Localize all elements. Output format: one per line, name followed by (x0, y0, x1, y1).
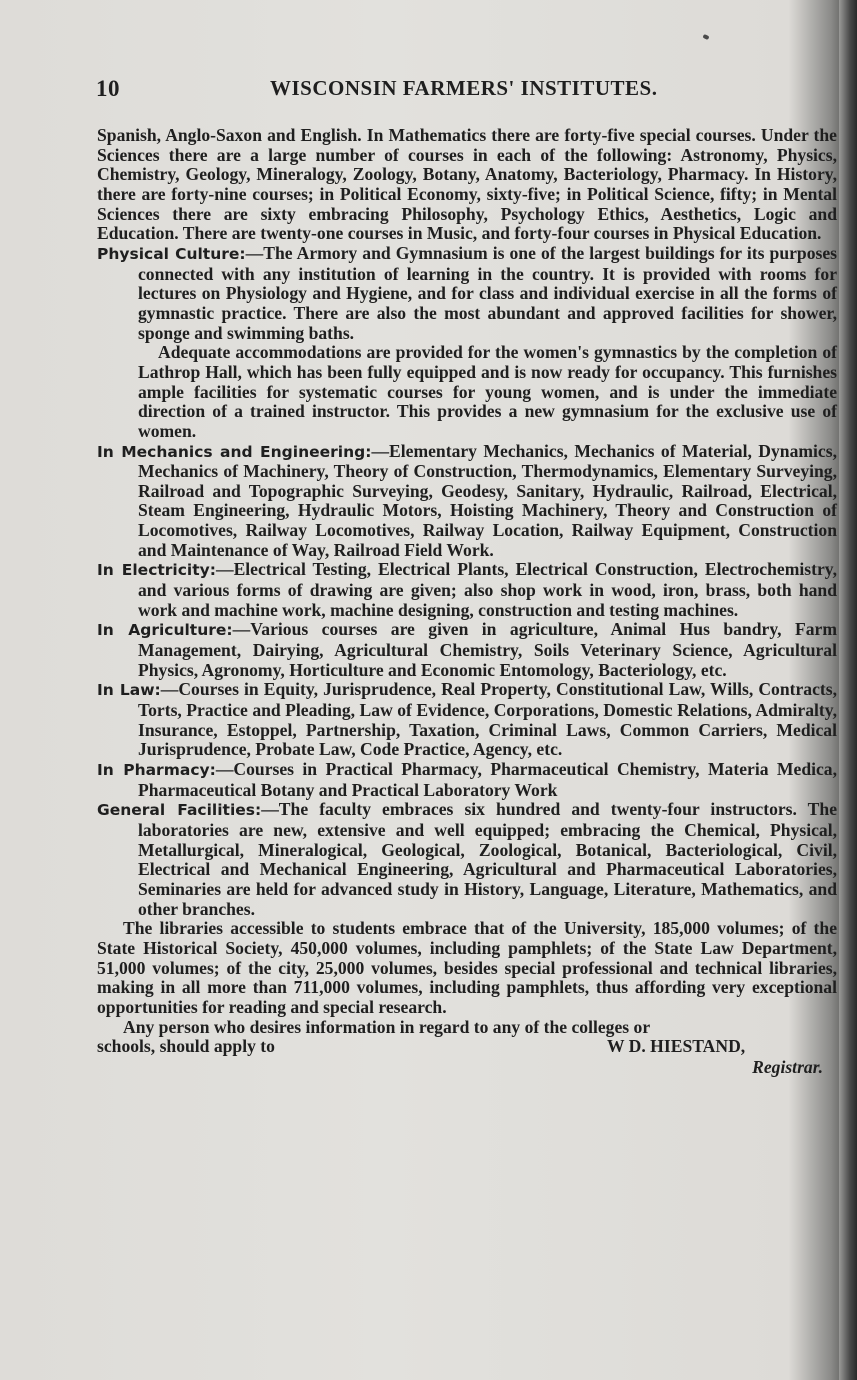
page-body (97, 126, 837, 1083)
section-lead-law: In Law: (97, 681, 161, 700)
page-edge-shadow (839, 0, 857, 1380)
signature-name: W D. HIESTAND, (607, 1036, 746, 1057)
paragraph-pharmacy (97, 760, 837, 800)
paragraph-text: —Electrical Testing, Electrical Plants, Electrical Construction, Electrochemistry, and various forms of drawing are given; also shop work in wood, iron, brass, both hand work and machine work, machine designing, construction and testing machines. (138, 559, 837, 620)
paragraph-law (97, 680, 837, 760)
section-lead-electricity: In Electricity: (97, 561, 216, 580)
paragraph-information (97, 1018, 837, 1038)
paragraph-agriculture (97, 620, 837, 680)
paragraph-text: —The faculty embraces six hundred and twenty-four instructors. The laboratories are new, extensive and well equipped; embracing the Chemical, Physical, Metallurgical, Mineralogical, Geological, Zoological, Botanical, Bacteriological, Civil, Electrical and Mechanical Engineering, Agricultural and Pharmaceutical Laboratories, Seminaries are held for advanced study in History, Language, Literature, Mathematics, and other branches. (138, 799, 838, 919)
paragraph-general-facilities (97, 800, 837, 919)
paragraph-physical-culture (97, 244, 837, 343)
closing-text: schools, should apply to (97, 1036, 275, 1057)
page-number: 10 (96, 76, 120, 101)
running-title: WISCONSIN FARMERS' INSTITUTES. (270, 76, 658, 100)
paragraph-mechanics-engineering (97, 442, 837, 561)
paragraph-courses-continued (97, 126, 837, 244)
paragraph-text: —Courses in Practical Pharmacy, Pharmaceutical Chemistry, Materia Medica, Pharmaceutical Botany and Practical Laboratory Work (138, 759, 838, 800)
closing-block (97, 1037, 837, 1083)
paragraph-libraries (97, 919, 837, 1017)
section-lead-general-facilities: General Facilities: (97, 801, 262, 820)
paragraph-text: —Various courses are given in agriculture, Animal Hus bandry, Farm Management, Dairying, Agricultural Chemistry, Soils Veterinary Science, Agricultural Physics, Agronomy, Horticulture and Economic Entomology, Bacteriology, etc. (138, 619, 837, 680)
paragraph-text: Spanish, Anglo-Saxon and English. In Mathematics there are forty-five special courses. Under the Sciences there are a large number of courses in each of the following: Astronomy, Physics, Chemistry, Geology, Mineralogy, Zoology, Botany, Anatomy, Bacteriology, Pharmacy. In History, there are forty-nine courses; in Political Economy, sixty-five; in Political Science, fifty; in Mental Sciences there are sixty embracing Philosophy, Psychology Ethics, Aesthetics, Logic and Education. There are twenty-one courses in Music, and forty-four courses in Physical Education. (97, 125, 837, 244)
section-lead-physical-culture: Physical Culture: (97, 244, 246, 263)
section-lead-pharmacy: In Pharmacy: (97, 761, 216, 779)
paragraph-text: Adequate accommodations are provided for the women's gymnastics by the completion of Lathrop Hall, which has been fully equipped and is now ready for occupancy. This furnishes ample facilities for systematic courses for young women, and is under the immediate direction of a trained instructor. This provides a new gymnasium for the exclusive use of women. (138, 342, 837, 441)
paragraph-text: Any person who desires information in regard to any of the colleges or (123, 1016, 651, 1037)
paragraph-text: —The Armory and Gymnasium is one of the largest buildings for its purposes connected with any institution of learning in the country. It is provided with rooms for lectures on Physiology and Hygiene, and for class and individual exercise in all the forms of gymnastic practice. There are also the most abundant and approved facilities for shower, sponge and swimming baths. (138, 242, 838, 343)
paragraph-electricity (97, 560, 837, 620)
paragraph-lathrop-hall (97, 343, 837, 441)
paragraph-text: —Courses in Equity, Jurisprudence, Real Property, Constitutional Law, Wills, Contracts, Torts, Practice and Pleading, Law of Evidence, Corporations, Domestic Relations, Admiralty, Insurance, Estoppel, Partnership, Taxation, Criminal Laws, Common Carriers, Medical Jurisprudence, Probate Law, Code Practice, Agency, etc. (138, 679, 837, 760)
ink-speck (702, 34, 709, 40)
paragraph-text: The libraries accessible to students embrace that of the University, 185,000 volumes; of the State Historical Society, 450,000 volumes, including pamphlets; of the State Law Department, 51,000 volumes; of the city, 25,000 volumes, besides special professional and technical libraries, making in all more than 711,000 volumes, including pamphlets, thus affording very exceptional opportunities for reading and special research. (97, 918, 837, 1017)
section-lead-agriculture: In Agriculture: (97, 621, 233, 640)
signature-role: Registrar. (752, 1057, 823, 1078)
paragraph-text: —Elementary Mechanics, Mechanics of Material, Dynamics, Mechanics of Machinery, Theory of Construction, Thermodynamics, Elementary Surveying, Railroad and Topographic Surveying, Geodesy, Sanitary, Hydraulic, Railroad, Electrical, Steam Engineering, Hydraulic Motors, Hoisting Machinery, Theory and Construction of Locomotives, Railway Locomotives, Railway Location, Railway Equipment, Construction and Maintenance of Way, Railroad Field Work. (138, 440, 837, 560)
section-lead-mechanics-engineering: In Mechanics and Engineering: (97, 442, 372, 461)
